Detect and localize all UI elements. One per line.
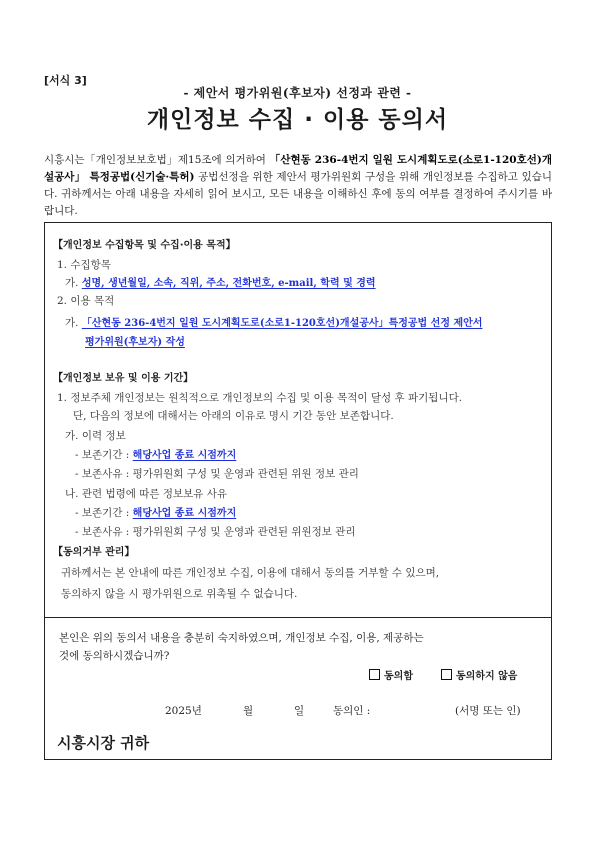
legal-retention-label: 나. 관련 법령에 따른 정보보유 사유	[65, 488, 228, 500]
intro-project-name: 「산현동 236-4번지 일원 도시계획도로(소로1-120호선)개설공사」 특정공법(신기술·특허)	[44, 154, 553, 183]
agree-checkbox[interactable]	[369, 669, 380, 680]
collect-items-value: 성명, 생년월일, 소속, 직위, 주소, 전화번호, e-mail, 학력 및 경력	[81, 278, 376, 289]
intro-paragraph	[44, 152, 552, 220]
disagree-checkbox[interactable]	[441, 669, 452, 680]
consent-box	[44, 617, 552, 760]
purpose-value-line2: 평가위원(후보자) 작성	[85, 337, 185, 348]
consent-agree-option[interactable]	[369, 669, 413, 684]
history-period-label: - 보존기간 :	[75, 449, 133, 461]
sign-month: 월	[243, 705, 254, 717]
refusal-line1: 귀하께서는 본 안내에 따른 개인정보 수집, 이용에 대해서 동의를 거부할 수 있으며,	[61, 567, 440, 579]
section2-heading: 【개인정보 보유 및 이용 기간】	[53, 373, 194, 384]
history-period-row	[75, 448, 236, 463]
sign-hint: (서명 또는 인)	[455, 705, 521, 717]
sign-day: 일	[294, 705, 305, 717]
addressee: 시흥시장 귀하	[57, 734, 150, 752]
document-title: 개인정보 수집 · 이용 동의서	[146, 107, 449, 133]
purpose-prefix: 가.	[65, 317, 82, 329]
consent-question-line2: 것에 동의하시겠습니까?	[59, 650, 170, 662]
info-box	[44, 222, 552, 618]
collect-items-row	[65, 276, 376, 291]
purpose-value-line1: 「산현동 236-4번지 일원 도시계획도로(소로1-120호선)개설공사」특정공법 선정 제안서	[81, 318, 483, 329]
intro-text-2: 공법선정을 위한 제안서 평가위원회 구성을 위해 개인정보를 수집하고 있습니다. 귀하께서는 아래 내용을 자세히 읽어 보시고, 모든 내용을 이해하신 후에 동의 여부를 결정하여 주시기를 바랍니다.	[44, 171, 552, 217]
agree-label: 동의함	[384, 671, 413, 682]
section1-heading: 【개인정보 수집항목 및 수집·이용 목적】	[53, 240, 236, 251]
sign-year: 2025년	[165, 705, 202, 717]
intro-text-1: 시흥시는「개인정보보호법」제15조에 의거하여	[44, 154, 270, 166]
collect-items-label: 1. 수집항목	[57, 259, 111, 271]
history-info-label: 가. 이력 정보	[65, 430, 126, 442]
purpose-label: 2. 이용 목적	[57, 295, 115, 307]
retention-line1: 1. 정보주체 개인정보는 원칙적으로 개인정보의 수집 및 이용 목적이 달성 후 파기됩니다.	[57, 392, 463, 404]
disagree-label: 동의하지 않음	[456, 671, 518, 682]
refusal-line2: 동의하지 않을 시 평가위원으로 위촉될 수 없습니다.	[61, 588, 298, 600]
legal-period-label: - 보존기간 :	[75, 507, 133, 519]
collect-items-prefix: 가.	[65, 277, 82, 289]
legal-period-row	[75, 506, 236, 521]
consent-question-line1: 본인은 위의 동의서 내용을 충분히 숙지하였으며, 개인정보 수집, 이용, 제공하는	[59, 632, 424, 644]
legal-reason: - 보존사유 : 평가위원회 구성 및 운영과 관련된 위원정보 관리	[75, 526, 356, 538]
purpose-row-2	[85, 335, 185, 350]
consenter-label: 동의인 :	[333, 705, 371, 717]
purpose-row	[65, 316, 482, 331]
history-period-value: 해당사업 종료 시점까지	[132, 450, 237, 461]
legal-period-value: 해당사업 종료 시점까지	[132, 508, 237, 519]
form-number: [서식 3]	[44, 74, 87, 87]
consent-disagree-option[interactable]	[441, 669, 517, 684]
section3-heading: 【동의거부 관리】	[53, 547, 135, 558]
document-subtitle: - 제안서 평가위원(후보자) 선정과 관련 -	[183, 86, 412, 100]
history-reason: - 보존사유 : 평가위원회 구성 및 운영과 관련된 위원 정보 관리	[75, 468, 359, 480]
retention-line2: 단, 다음의 정보에 대해서는 아래의 이유로 명시 기간 동안 보존합니다.	[73, 410, 394, 422]
